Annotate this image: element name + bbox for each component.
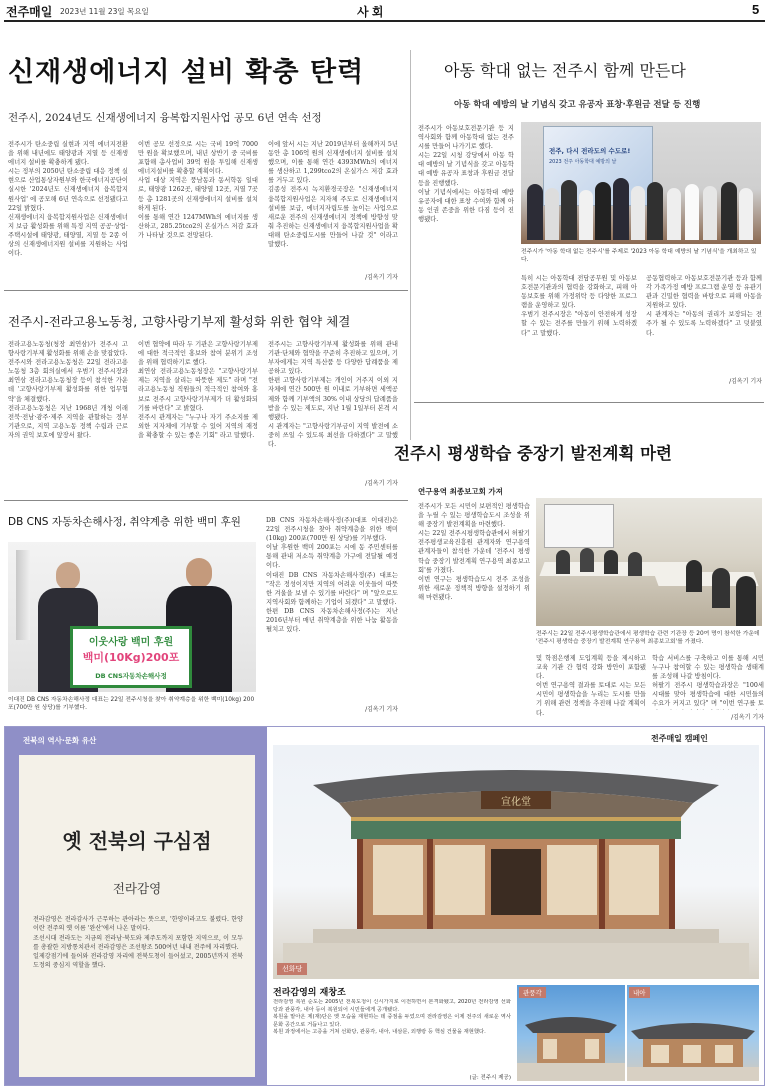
byline: /김옥기 기자 [365,274,398,281]
campaign-label: 전주매일 캠페인 [651,734,708,743]
sign-company: DB CNS자동차손해사정 [95,672,167,680]
headline: 전주시-전라고용노동청, 고향사랑기부제 활성화 위한 협약 체결 [8,314,351,329]
byline: /김옥기 기자 [365,480,398,487]
backdrop-subtitle: 2023 전주 아동학대 예방의 날 [549,159,617,165]
photo-label-naea: 내아 [629,987,650,998]
seonhwadang-photo [273,745,759,979]
byline: /김옥기 기자 [731,714,764,721]
signboard: 宣化堂 [501,797,531,808]
article-divider [4,290,408,291]
body-column-3: 공동협력하고 아동보호전문기관 등과 함께 각 가족가정 예방 프로그램 운영 등 유관기관과 긴밀한 협력을 바탕으로 피해 아동을 지원하고 있다. 시 관계자는 "아동의 권리가 보장되는 전주가 될 수 있도록 노력하겠다" 고 덧붙였다. [646,275,762,337]
body-column-2: 특히 시는 아동학대 전담공무원 및 아동보호전문기관과의 협력을 강화하고, 피해 아동보호를 위해 가정위탁 등 다양한 프로그램을 운영하고 있다. 우범기 전주시장은 "아동이 안전하게 성장할 수 있는 전주를 만들기 위해 노력하겠다" 고 말했다. [521,275,637,337]
feature-title: 옛 전북의 구심점 [62,829,212,853]
photo-caption: 전주시는 22일 전주시평생학습관에서 평생학습 관련 기관장 등 20여 명이 참석한 가운데 '전주시 평생학습 중장기 발전계획 연구용역 최종보고회'를 가졌다. [536,631,760,645]
body-column-1: 전주시가 모든 시민이 보편적인 평생학습을 누릴 수 있는 평생학습도시 조성을 위해 중장기 발전계획을 마련했다. 시는 22일 전주시평생학습관에서 허팔기 전주평생교육진흥원 관계자와 연구용역 관계자들이 참석한 가운데 '전주시 평생학습 중장기 발전계획 연구용역 최종보고회'를 가졌다. 이번 연구는 평생학습도시 전주 조성을 위한 새로운 정책적 방향을 설정하기 위해 마련됐다. [418,503,530,601]
article-rice-donation [8,506,408,722]
feature-photo-area [267,727,764,1085]
reconstruction-box [273,985,513,1081]
headline: 신재생에너지 설비 확충 탄력 [8,57,365,88]
article-divider [4,500,408,501]
feature-inner [19,755,255,1077]
feature-left-panel [5,727,267,1085]
kicker: 연구용역 최종보고회 가져 [418,487,503,496]
box-title: 전라감영의 재창조 [273,988,346,998]
gwanpunggak-photo [517,985,625,1081]
feature-subtitle: 전라감영 [112,881,162,896]
body-column: DB CNS 자동차손해사정(주)(대표 이대진)은 22일 전주시청을 찾아 취약계층을 위한 백미(10kg) 200포(700만 원 상당)를 기부했다. 이날 후원한 백미 200포는 시에 동 주민센터를 통해 관내 저소득 취약계층 가구에 전달될 예정이다. 이대진 DB CNS 자동차손해사정(주) 대표는 "작은 정성이지만 지역의 어려운 이웃들이 따뜻한 겨울을 보낼 수 있기를 바란다" 며 "앞으로도 지역사회와 함께하는 기업이 되겠다" 고 말했다. 한편 DB CNS 자동차손해사정(주)는 지난 2016년부터 매년 취약계층을 위한 나눔 활동을 펼치고 있다. [266,517,398,634]
subhead: 아동 학대 예방의 날 기념식 갖고 유공자 표창·후원금 전달 등 진행 [454,100,701,110]
attendees [536,540,762,626]
body-column-3: 이에 앞서 시는 지난 2019년부터 올해까지 5년 동안 총 106억 원의 신재생에너지 설비를 설치했으며, 이를 통해 연간 4393MWh의 에너지를 생산하고 1,299tco2의 온실가스 저감 효과를 거두고 있다. 김종성 전주시 녹지환경국장은 "신재생에너지 융복합지원사업은 지자체 주도로 신재생에너지설비를 보급, 에너지자립도를 높이는 사업으로 새로운 전주의 신재생에너지 정책에 방향성 맞춰 추진하는 신재생에너지 융복합지원사업을 확대해 탄소중립도시를 만들어 나갈 것" 이라고 말했다. [268,141,398,249]
photo-caption: 전주시가 '아동 학대 없는 전주시'를 주제로 '2023 아동 학대 예방의 날 기념식'을 개최하고 있다. [521,249,757,263]
donation-sign [70,626,192,688]
sign-title: 이웃사랑 백미 후원 [88,637,174,648]
body-column-1: 전주시가 탄소중립 실현과 지역 에너지전환을 위해 내년에도 태양광과 지열 등 신재생에너지 설비를 확충하게 됐다. 시는 정부의 2050년 탄소중립 대응 정책 실현으로 산업통상자원부와 한국에너지공단이 실시한 '2024년도 신재생에너지 융복합지원사업' 에 공모해 6년 연속으로 선정됐다고 22일 밝혔다. 신재생에너지 융복합지원사업은 신재생에너지 보급 활성화를 위해 특정 지역 공공·상업·주택시설에 태양광, 태양열, 지열 등 2종 이상의 신재생에너지원 설비를 지원하는 사업이다. [8,141,128,258]
body-column-3: 학습 서비스를 구축하고 이를 통해 시민 누구나 참여할 수 있는 평생학습 생태계를 조성해 나갈 방침이다. 허팔기 전주시 평생학습과장은 "100세 시대를 맞아 평생학습에 대한 시민들의 수요가 커지고 있다" 며 "이번 연구를 토 [652,655,764,708]
photo-caption: 이대진 DB CNS 자동차손해사정 대표는 22일 전주시청을 찾아 취약계층을 위한 백미(10kg) 200포(700만 원 상당)를 기부했다. [8,697,255,711]
subhead: 전주시, 2024년도 신재생에너지 융복합지원사업 공모 6년 연속 선정 [8,112,322,124]
headline: 전주시 평생학습 중장기 발전계획 마련 [394,444,673,463]
box-byline: (글: 전주시 제공) [469,1075,511,1081]
column-divider [410,50,411,440]
donation-photo [8,542,256,692]
header-rule [4,20,765,22]
body-column-1: 전주시가 아동보호전문기관 등 지역사회와 함께 아동학대 없는 전주시를 만들어 나가기로 했다. 시는 22일 시청 강당에서 아동 학대 예방의 날 기념식을 갖고 아동학대 예방 유공자 표창과 후원금 전달 등을 진행했다. 이날 기념식에서는 아동학대 예방 유공자에 대한 표창 수여와 함께 아동 인권 존중을 위한 다짐 등이 진행됐다. [418,125,514,223]
hanok-building-illustration [273,745,759,979]
byline: /김옥기 기자 [365,706,398,713]
article-renewable-energy [8,24,408,286]
feature-intro: 전라감영은 전라감사가 근무하는 관아라는 뜻으로, '한양이라고도 불렸다. 한양이란 전주의 옛 이름 '완산'에서 나온 말이다. 조선시대 전라도는 지금의 전라남·북도와 제주도까지 포함한 지역으로, 이 모두를 총괄한 지방통치관서 전라감영은 조선왕조 500여년 내내 전주에 자리했다. 일제강점기에 들어와 전라감영 자리에 전북도청이 들어섰고, 2005년까지 전북 도정의 중심지 역할을 했다. [33,916,243,970]
body-column-3: 전주시는 고향사랑기부제 활성화를 위해 관내 기관·단체와 협약을 꾸준히 추진하고 있으며, 기부자에게는 지역 특산품 등 다양한 답례품을 제공하고 있다. 한편 고향사랑기부제는 개인이 거주지 이외 지자체에 연간 500만 원 이내로 기부하면 세액공제와 함께 기부액의 30% 이내 상당의 답례품을 받을 수 있는 제도로, 지난 1월 1일부터 본격 시행됐다. 시 관계자는 "고향사랑기부금이 지역 발전에 소중히 쓰일 수 있도록 최선을 다하겠다" 고 말했다. [268,341,398,449]
backdrop-banner: 전주, 다시 전라도의 수도로! [549,147,631,155]
masthead: 전주매일 [6,5,53,19]
pavilion-illustration [517,985,625,1081]
article-child-abuse [414,58,766,398]
headline: 아동 학대 없는 전주시 함께 만든다 [444,61,686,80]
photo-label-gwanpunggak: 관풍각 [519,987,546,998]
article-lifelong-learning [394,406,766,724]
section-name: 사 회 [357,5,384,19]
issue-date: 2023년 11월 23일 목요일 [60,7,149,16]
naea-illustration [627,985,759,1081]
flag [16,550,30,640]
article-divider [414,402,764,403]
naea-photo [627,985,759,1081]
byline: /김옥기 기자 [729,378,762,385]
body-column-1: 전라고용노동청(청장 최연삼)가 전주시 고향사랑기부제 활성화를 위해 손을 맞잡았다. 전주시와 전라고용노동청은 22일 전라고용노동청 3층 회의실에서 우범기 전주시장과 최연삼 전라고용노동청장 등이 참석한 가운데 '고향사랑기부제 활성화를 위한 업무협약'을 체결했다. 전라고용노동청은 지난 1968년 개청 이래 전북·전남·광주·제주 지역을 관할하는 정부 기관으로, 지역 고용노동 정책 수립과 근로자의 권익 보호에 앞장서 왔다. [8,341,128,439]
body-column-2: 이번 협약에 따라 두 기관은 고향사랑기부제에 대한 적극적인 홍보와 참여 분위기 조성을 위해 협력하기로 했다. 최연삼 전라고용노동청장은 "고향사랑기부제는 지역을 살리는 따뜻한 제도" 라며 "전라고용노동청 직원들의 적극적인 참여와 홍보로 전주시 고향사랑기부제가 더 활성화되기를 바란다" 고 밝혔다. 전주시 관계자는 "누구나 자기 주소지를 제외한 지자체에 기부할 수 있어 지역의 재정을 확충할 수 있는 좋은 기회" 라고 말했다. [138,341,258,439]
meeting-photo [536,498,762,626]
people-group [527,170,757,240]
box-text: 전라감영 복원 순도는 2005년 전북도청이 신시가지로 이전하면서 본격화됐고, 2020년 전라감영 선화당과 관풍각, 내아 등이 복원되어 시민들에게 공개됐다. 복원을 맡아온 제(재)단은 옛 모습을 재현하는 데 중점을 두었으며 전라감영은 이제 전주의 새로운 역사문화 공간으로 거듭나고 있다. 복원 과정에서는 고증을 거쳐 선화당, 관풍각, 내아, 내삼문, 외행랑 등 핵심 건물을 재현했다. [273,999,511,1036]
article-labor-agreement [8,296,408,496]
sign-amount: 백미(10Kg)200포 [82,651,180,664]
photo-label-seonhwadang: 선화당 [277,963,307,975]
page-header [0,0,769,22]
headline: DB CNS 자동차손해사정, 취약계층 위한 백미 후원 [8,516,241,528]
page-number: 5 [752,2,760,17]
body-column-2: 및 학점은행제 도입계획 등을 제시하고 교육 기관 간 협력 강화 방안이 포함됐다. 이번 연구용역 결과를 토대로 시는 모든 시민이 평생학습을 누리는 도시를 만들기 위해 관련 정책을 추진해 나갈 계획이다. [536,655,646,717]
ceremony-photo [521,122,761,244]
series-title: 전북의 역사·문화 유산 [23,736,97,745]
body-column-2: 이번 공모 선정으로 시는 국비 19억 7000만 원을 확보했으며, 내년 상반기 중 국비를 포함해 총사업비 39억 원을 투입해 신재생에너지설비를 확충할 계획이다. 사업 대상 지역은 풍남동과 동서학동 일대로, 태양광 1262곳, 태양열 12곳, 지열 7곳 등 총 1281곳의 신재생에너지 설비를 설치하게 된다. 이를 통해 연간 1247MWh의 에너지를 생산하고, 285.25tco2의 온실가스 저감 효과가 나타날 것으로 전망된다. [138,141,258,239]
heritage-feature [4,726,765,1086]
